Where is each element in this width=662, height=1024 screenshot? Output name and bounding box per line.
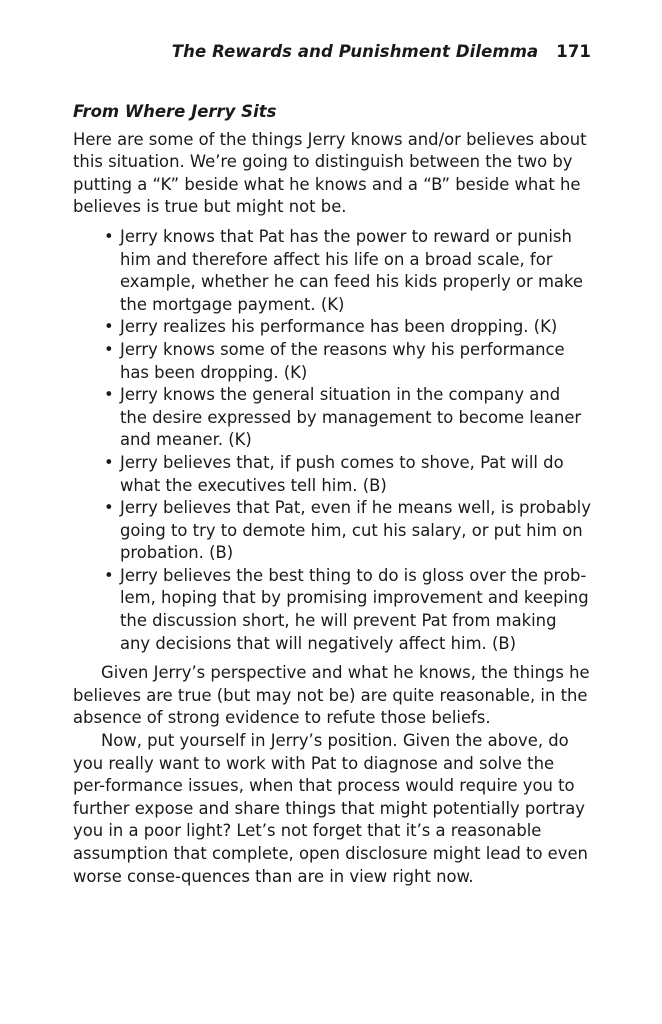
body-text xyxy=(73,101,591,888)
bullet-icon: • xyxy=(104,385,114,405)
list-item xyxy=(104,384,591,452)
bullet-list xyxy=(73,226,591,655)
list-item xyxy=(104,565,591,655)
bullet-icon: • xyxy=(104,565,114,585)
body-paragraph: Given Jerry’s perspective and what he knows, the things he believes are true (but may not be) are quite reasonable, in the absence of strong evidence to refute those beliefs. xyxy=(73,663,590,728)
section-heading: From Where Jerry Sits xyxy=(73,102,277,121)
bullet-icon: • xyxy=(104,226,114,246)
bullet-icon: • xyxy=(104,317,114,337)
list-item xyxy=(104,316,591,339)
list-item-text: Jerry believes the best thing to do is gloss over the prob-lem, hoping that by promising improvement and keeping the discussion short, he will prevent Pat from making any decisions that will negatively affect him. (B) xyxy=(120,565,589,653)
list-item xyxy=(104,452,591,497)
list-item-text: Jerry believes that, if push comes to shove, Pat will do what the executives tell him. (B) xyxy=(120,452,564,495)
intro-paragraph: Here are some of the things Jerry knows and/or believes about this situation. We’re going to distinguish between the two by putting a “K” beside what he knows and a “B” beside what he believes is true but might not be. xyxy=(73,129,587,217)
bullet-icon: • xyxy=(104,498,114,518)
book-page xyxy=(73,0,591,1024)
list-item-text: Jerry knows that Pat has the power to reward or punish him and therefore affect his life on a broad scale, for example, whether he can feed his kids properly or make the mortgage payment. (K) xyxy=(120,226,583,314)
list-item xyxy=(104,497,591,565)
list-item-text: Jerry knows the general situation in the company and the desire expressed by management to become leaner and meaner. (K) xyxy=(120,385,582,450)
body-paragraph: Now, put yourself in Jerry’s position. Given the above, do you really want to work with Pat to diagnose and solve the per-formance issues, when that process would require you to further expose and share things that might potentially portray you in a poor light? Let’s not forget that it’s a reasonable assumption that complete, open disclosure might lead to even worse conse-quences than are in view right now. xyxy=(73,731,588,886)
bullet-icon: • xyxy=(104,452,114,472)
list-item-text: Jerry knows some of the reasons why his performance has been dropping. (K) xyxy=(120,339,565,382)
bullet-icon: • xyxy=(104,339,114,359)
list-item xyxy=(104,339,591,384)
running-title: The Rewards and Punishment Dilemma xyxy=(171,42,539,61)
list-item-text: Jerry realizes his performance has been dropping. (K) xyxy=(120,317,558,337)
list-item-text: Jerry believes that Pat, even if he means well, is probably going to try to demote him, cut his salary, or put him on probation. (B) xyxy=(120,498,591,563)
page-number: 171 xyxy=(556,42,591,61)
list-item xyxy=(104,226,591,316)
running-head xyxy=(172,42,591,61)
